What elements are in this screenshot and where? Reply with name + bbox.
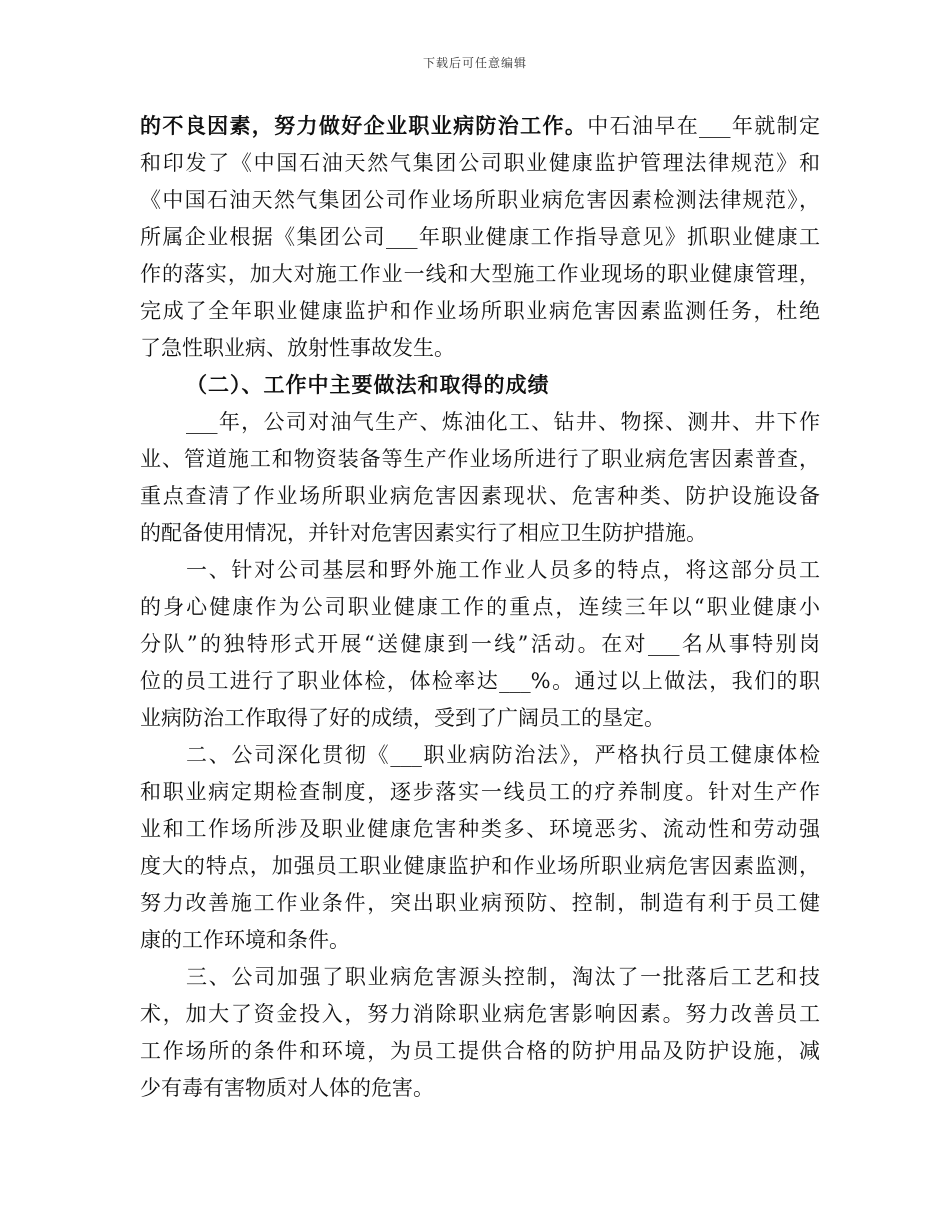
paragraph-line: 的配备使用情况，并针对危害因素实行了相应卫生防护措施。 <box>140 521 707 545</box>
paragraph-line: 和印发了《中国石油天然气集团公司职业健康监护管理法律规范》和 <box>140 151 820 175</box>
paragraph-line: 所属企业根据《集团公司___年职业健康工作指导意见》抓职业健康工 <box>140 225 820 249</box>
paragraph-line <box>140 111 820 141</box>
page-header: 下载后可任意编辑 <box>422 56 527 70</box>
paragraph-line: 了急性职业病、放射性事故发生。 <box>140 336 455 360</box>
section-heading: （二）、工作中主要做法和取得的成绩 <box>186 372 550 397</box>
paragraph-line: 努力改善施工作业条件，突出职业病预防、控制，制造有利于员工健 <box>140 891 820 915</box>
paragraph-line: 的身心健康作为公司职业健康工作的重点，连续三年以“职业健康小 <box>140 595 820 619</box>
line-text: 中石油早在___年就制定 <box>587 114 821 138</box>
paragraph-line: 完成了全年职业健康监护和作业场所职业病危害因素监测任务，杜绝 <box>140 299 820 323</box>
paragraph-line: 一、针对公司基层和野外施工作业人员多的特点，将这部分员工 <box>186 558 820 582</box>
paragraph-line: 术，加大了资金投入，努力消除职业病危害影响因素。努力改善员工 <box>140 1002 820 1026</box>
paragraph-line: 业和工作场所涉及职业健康危害种类多、环境恶劣、流动性和劳动强 <box>140 817 820 841</box>
paragraph-line: 位的员工进行了职业体检，体检率达___%。通过以上做法，我们的职 <box>140 669 820 693</box>
paragraph-line: 康的工作环境和条件。 <box>140 928 350 952</box>
paragraph-line: 少有毒有害物质对人体的危害。 <box>140 1076 434 1100</box>
bold-lead-text: 的不良因素，努力做好企业职业病防治工作。 <box>140 113 588 138</box>
paragraph-line: 工作场所的条件和环境，为员工提供合格的防护用品及防护设施，减 <box>140 1039 820 1063</box>
paragraph-line: 二、公司深化贯彻《___职业病防治法》，严格执行员工健康体检 <box>186 743 820 767</box>
paragraph-line: 和职业病定期检查制度，逐步落实一线员工的疗养制度。针对生产作 <box>140 780 820 804</box>
paragraph-line: 《中国石油天然气集团公司作业场所职业病危害因素检测法律规范》， <box>140 188 820 212</box>
paragraph-line: 三、公司加强了职业病危害源头控制，淘汰了一批落后工艺和技 <box>186 965 820 989</box>
paragraph-line: 度大的特点，加强员工职业健康监护和作业场所职业病危害因素监测， <box>140 854 820 878</box>
paragraph-line: ___年，公司对油气生产、炼油化工、钻井、物探、测井、井下作 <box>186 410 820 434</box>
paragraph-line: 分队”的独特形式开展“送健康到一线”活动。在对___名从事特别岗 <box>140 632 820 656</box>
paragraph-line: 业、管道施工和物资装备等生产作业场所进行了职业病危害因素普查， <box>140 447 820 471</box>
paragraph-line: 重点查清了作业场所职业病危害因素现状、危害种类、防护设施设备 <box>140 484 820 508</box>
paragraph-line: 业病防治工作取得了好的成绩，受到了广阔员工的垦定。 <box>140 706 665 730</box>
paragraph-line: 作的落实，加大对施工作业一线和大型施工作业现场的职业健康管理， <box>140 262 820 286</box>
